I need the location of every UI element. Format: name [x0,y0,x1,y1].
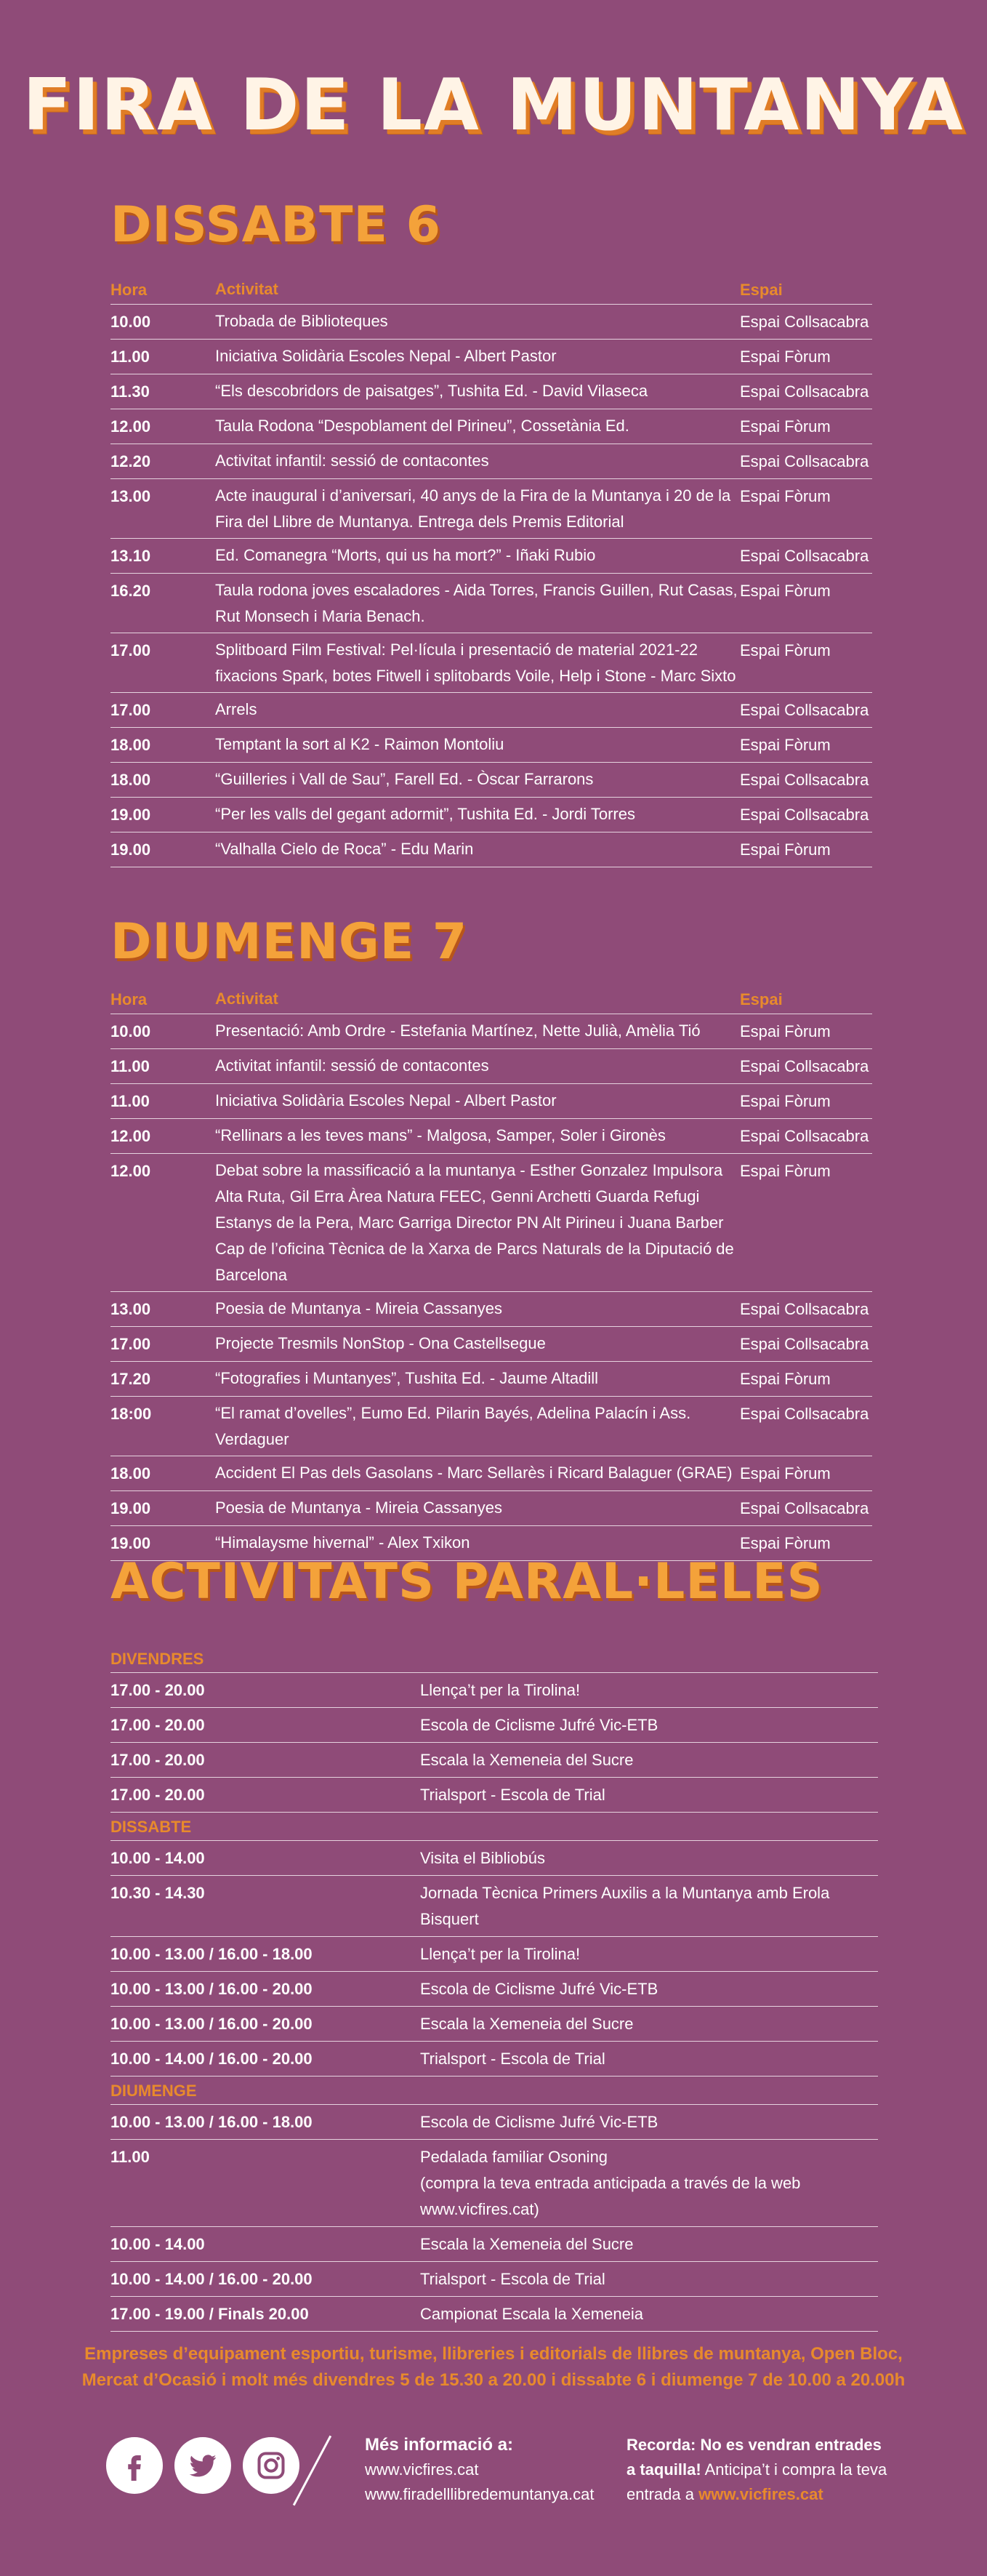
table-row [110,1708,878,1743]
row-activity-text: Escola de Ciclisme Jufré Vic-ETB [420,1980,658,1998]
row-time: 11.00 [110,1092,150,1110]
table-row [110,2140,878,2227]
row-place: Espai Collsacabra [740,1499,869,1517]
saturday-title: DISSABTE 6 [110,196,441,254]
row-time: 17.00 - 20.00 [110,1751,205,1769]
row-activity-text: Trialsport - Escola de Trial [420,2270,605,2288]
row-activity [420,2231,878,2258]
row-activity [420,1845,878,1871]
row-activity-text: Escala la Xemeneia del Sucre [420,1751,634,1769]
row-activity [420,1880,878,1933]
row-time: 18.00 [110,736,151,754]
table-row [110,1972,878,2007]
twitter-icon[interactable] [174,2437,231,2494]
table-row [110,1397,872,1456]
row-time: 19.00 [110,1499,151,1517]
table-row [110,574,872,633]
table-row [110,539,872,574]
row-activity [420,1941,878,1967]
row-activity: “Rellinars a les teves mans” - Malgosa, Samper, Soler i Gironès [215,1126,666,1144]
parallel-day-label: DIVENDRES [110,1645,878,1673]
table-row [110,693,872,728]
row-activity: “Himalaysme hivernal” - Alex Txikon [215,1533,470,1552]
table-row [110,409,872,444]
row-time: 10.00 - 14.00 [110,2235,205,2253]
row-place: Espai Fòrum [740,641,831,659]
row-place: Espai Collsacabra [740,547,869,565]
row-activity: Taula Rodona “Despoblament del Pirineu”, Cossetània Ed. [215,417,629,435]
row-time: 10.00 [110,313,151,331]
row-place: Espai Collsacabra [740,1335,869,1353]
parallel-title: ACTIVITATS PARAL·LELES [110,1553,823,1610]
table-row [110,1362,872,1397]
table-row [110,2105,878,2140]
row-activity: Activitat infantil: sessió de contacontes [215,452,489,470]
row-activity [420,1747,878,1773]
row-place: Espai Fòrum [740,582,831,600]
row-activity: “Guilleries i Vall de Sau”, Farell Ed. - Òscar Farrarons [215,770,594,788]
schedule-header [110,276,872,305]
row-activity [420,1712,878,1738]
row-activity: Activitat infantil: sessió de contacontes [215,1056,489,1075]
row-activity: Arrels [215,700,257,718]
row-activity: Iniciativa Solidària Escoles Nepal - Albert Pastor [215,347,557,365]
row-activity-text: Escola de Ciclisme Jufré Vic-ETB [420,1716,658,1734]
row-time: 19.00 [110,1534,151,1552]
table-row [110,1743,878,1778]
row-place: Espai Collsacabra [740,771,869,789]
row-place: Espai Fòrum [740,348,831,366]
table-row [110,1841,878,1876]
table-row [110,1119,872,1154]
row-activity [420,1782,878,1808]
row-place: Espai Collsacabra [740,1405,869,1423]
row-place: Espai Fòrum [740,1370,831,1388]
table-row [110,2297,878,2332]
row-place: Espai Fòrum [740,1092,831,1110]
row-time: 13.10 [110,547,151,565]
table-row [110,1327,872,1362]
table-row [110,340,872,374]
table-row [110,728,872,763]
row-time: 11.30 [110,382,150,401]
row-activity: Acte inaugural i d’aniversari, 40 anys de la Fira de la Muntanya i 20 de la Fira del Llibre de Muntanya. Entrega dels Premis Editorial [215,486,731,531]
reminder [627,2433,888,2507]
row-activity-text: Visita el Bibliobús [420,1849,546,1867]
row-activity: Debat sobre la massificació a la muntanya - Esther Gonzalez Impulsora Alta Ruta, Gil Erra Àrea Natura FEEC, Genni Archetti Guarda Refugi Estanys de la Pera, Marc Garriga Director PN Alt Pirineu i Juana Barber Cap de l’oficina Tècnica de la Xarxa de Parcs Naturals de la Diputació de Barcelona [215,1161,734,1284]
row-time: 19.00 [110,806,151,824]
row-time: 17.00 - 19.00 / Finals 20.00 [110,2305,309,2323]
row-time: 18.00 [110,771,151,789]
row-activity [420,2046,878,2072]
row-activity-note: (compra la teva entrada anticipada a través de la web www.vicfires.cat) [420,2174,801,2218]
row-activity [420,2266,878,2292]
footer-note-line1: Empreses d’equipament esportiu, turisme, llibreries i editorials de llibres de muntanya, Open Bloc, [84,2344,903,2364]
row-time: 17.00 - 20.00 [110,1786,205,1804]
row-activity-text: Campionat Escala la Xemeneia [420,2305,643,2323]
row-time: 10.00 - 14.00 / 16.00 - 20.00 [110,2270,313,2288]
reminder-text: Anticipa’t i compra la teva entrada a [627,2460,887,2503]
row-place: Espai Collsacabra [740,313,869,331]
row-time: 10.00 - 13.00 / 16.00 - 20.00 [110,2015,313,2033]
table-row [110,1084,872,1119]
row-time: 10.00 - 13.00 / 16.00 - 20.00 [110,1980,313,1998]
row-place: Espai Fòrum [740,487,831,505]
row-activity: “Fotografies i Muntanyes”, Tushita Ed. - Jaume Altadill [215,1369,599,1387]
table-row [110,2007,878,2042]
header-activity: Activitat [215,280,278,298]
table-row [110,1937,878,1972]
row-place: Espai Collsacabra [740,452,869,470]
row-time: 10.00 - 14.00 / 16.00 - 20.00 [110,2050,313,2068]
row-activity: Poesia de Muntanya - Mireia Cassanyes [215,1299,502,1317]
row-activity: Ed. Comanegra “Morts, qui us ha mort?” - Iñaki Rubio [215,546,596,564]
row-activity: Poesia de Muntanya - Mireia Cassanyes [215,1498,502,1517]
row-activity: Trobada de Biblioteques [215,312,388,330]
row-time: 19.00 [110,840,151,859]
table-row [110,1292,872,1327]
row-activity-text: Trialsport - Escola de Trial [420,2050,605,2068]
row-place: Espai Fòrum [740,840,831,859]
row-activity [420,1677,878,1704]
table-row [110,2042,878,2077]
row-time: 10.00 - 14.00 [110,1849,205,1867]
table-row [110,374,872,409]
table-row [110,479,872,539]
row-time: 10.00 - 13.00 / 16.00 - 18.00 [110,1945,313,1963]
row-activity: “Valhalla Cielo de Roca” - Edu Marin [215,840,474,858]
sunday-title: DIUMENGE 7 [110,913,468,971]
row-time: 10.00 [110,1022,151,1040]
more-info-label: Més informació a: [365,2435,514,2455]
page-title: FIRA DE LA MUNTANYA [23,64,964,147]
row-time: 17.00 [110,641,151,659]
row-time: 10.30 - 14.30 [110,1884,205,1902]
header-time: Hora [110,281,148,299]
table-row [110,1673,878,1708]
row-activity [420,1976,878,2002]
row-place: Espai Collsacabra [740,382,869,401]
row-place: Espai Collsacabra [740,806,869,824]
footer-note [0,2341,987,2394]
row-time: 12.00 [110,1127,151,1145]
schedule-header [110,986,872,1014]
row-activity-text: Escala la Xemeneia del Sucre [420,2235,634,2253]
table-row [110,1491,872,1526]
row-time: 12.20 [110,452,151,470]
row-place: Espai Collsacabra [740,1300,869,1318]
row-time: 11.00 [110,348,150,366]
row-place: Espai Collsacabra [740,1057,869,1075]
row-place: Espai Collsacabra [740,1127,869,1145]
row-time: 17.00 - 20.00 [110,1681,205,1699]
table-row [110,1778,878,1813]
header-time: Hora [110,990,148,1008]
row-activity: Temptant la sort al K2 - Raimon Montoliu [215,735,504,753]
table-row [110,444,872,479]
row-time: 17.00 - 20.00 [110,1716,205,1734]
row-time: 17.20 [110,1370,151,1388]
row-place: Espai Fòrum [740,417,831,436]
header-activity: Activitat [215,990,278,1008]
row-place: Espai Fòrum [740,1022,831,1040]
more-info [365,2433,595,2507]
table-row [110,2262,878,2297]
row-activity: Iniciativa Solidària Escoles Nepal - Albert Pastor [215,1091,557,1110]
link-vicfires[interactable]: www.vicfires.cat [365,2460,479,2479]
row-activity: Splitboard Film Festival: Pel·lícula i presentació de material 2021-22 fixacions Spark, botes Fitwell i splitobards Voile, Help i Stone - Marc Sixto [215,641,736,685]
table-row [110,832,872,867]
row-activity-text: Trialsport - Escola de Trial [420,1786,605,1804]
row-activity: Accident El Pas dels Gasolans - Marc Sellarès i Ricard Balaguer (GRAE) [215,1464,733,1482]
reminder-bold: Recorda: No es vendran entrades a taquilla! [627,2436,882,2479]
header-place: Espai [740,990,783,1008]
link-firallibre[interactable]: www.firadelllibredemuntanya.cat [365,2485,595,2503]
table-row [110,1876,878,1937]
row-activity: “El ramat d’ovelles”, Eumo Ed. Pilarin Bayés, Adelina Palacín i Ass. Verdaguer [215,1404,691,1448]
row-time: 18.00 [110,1464,151,1482]
table-row [110,763,872,798]
footer-note-line2: Mercat d’Ocasió i molt més divendres 5 de 15.30 a 20.00 i dissabte 6 i diumenge 7 de 10.00 a 20.00h [81,2370,906,2390]
instagram-icon[interactable] [243,2437,299,2494]
row-activity-text: Llença’t per la Tirolina! [420,1681,581,1699]
reminder-link[interactable]: www.vicfires.cat [698,2485,823,2503]
row-time: 18:00 [110,1405,152,1423]
row-place: Espai Fòrum [740,1464,831,1482]
row-time: 10.00 - 13.00 / 16.00 - 18.00 [110,2113,313,2131]
row-activity: Taula rodona joves escaladores - Aida Torres, Francis Guillen, Rut Casas, Rut Monsech i Maria Benach. [215,581,738,625]
table-row [110,305,872,340]
row-place: Espai Fòrum [740,1534,831,1552]
row-activity: “Per les valls del gegant adormit”, Tushita Ed. - Jordi Torres [215,805,635,823]
table-row [110,1154,872,1292]
table-row [110,1014,872,1049]
row-place: Espai Collsacabra [740,701,869,719]
row-time: 17.00 [110,1335,151,1353]
row-time: 11.00 [110,1057,150,1075]
saturday-schedule [110,276,872,867]
row-place: Espai Fòrum [740,736,831,754]
row-activity [420,2011,878,2037]
row-time: 16.20 [110,582,151,600]
row-time: 12.00 [110,417,151,436]
row-activity: Presentació: Amb Ordre - Estefania Martínez, Nette Julià, Amèlia Tió [215,1022,701,1040]
row-activity-text: Pedalada familiar Osoning [420,2148,608,2166]
row-time: 17.00 [110,701,151,719]
table-row [110,2227,878,2262]
row-activity [420,2144,878,2223]
parallel-day-label: DISSABTE [110,1813,878,1841]
row-activity-text: Escala la Xemeneia del Sucre [420,2015,634,2033]
row-activity: Projecte Tresmils NonStop - Ona Castellsegue [215,1334,546,1352]
row-activity [420,2301,878,2327]
row-activity [420,2109,878,2135]
row-time: 11.00 [110,2148,150,2166]
table-row [110,1456,872,1491]
parallel-schedule [110,1645,878,2332]
facebook-icon[interactable] [106,2437,163,2494]
row-activity-text: Escola de Ciclisme Jufré Vic-ETB [420,2113,658,2131]
sunday-schedule [110,986,872,1561]
row-place: Espai Fòrum [740,1162,831,1180]
row-time: 13.00 [110,1300,151,1318]
row-activity: “Els descobridors de paisatges”, Tushita Ed. - David Vilaseca [215,382,648,400]
row-time: 13.00 [110,487,151,505]
parallel-day-label: DIUMENGE [110,2077,878,2105]
header-place: Espai [740,281,783,299]
row-time: 12.00 [110,1162,151,1180]
table-row [110,633,872,693]
row-activity-text: Llença’t per la Tirolina! [420,1945,581,1963]
table-row [110,798,872,832]
table-row [110,1049,872,1084]
row-activity-text: Jornada Tècnica Primers Auxilis a la Muntanya amb Erola Bisquert [420,1884,830,1928]
